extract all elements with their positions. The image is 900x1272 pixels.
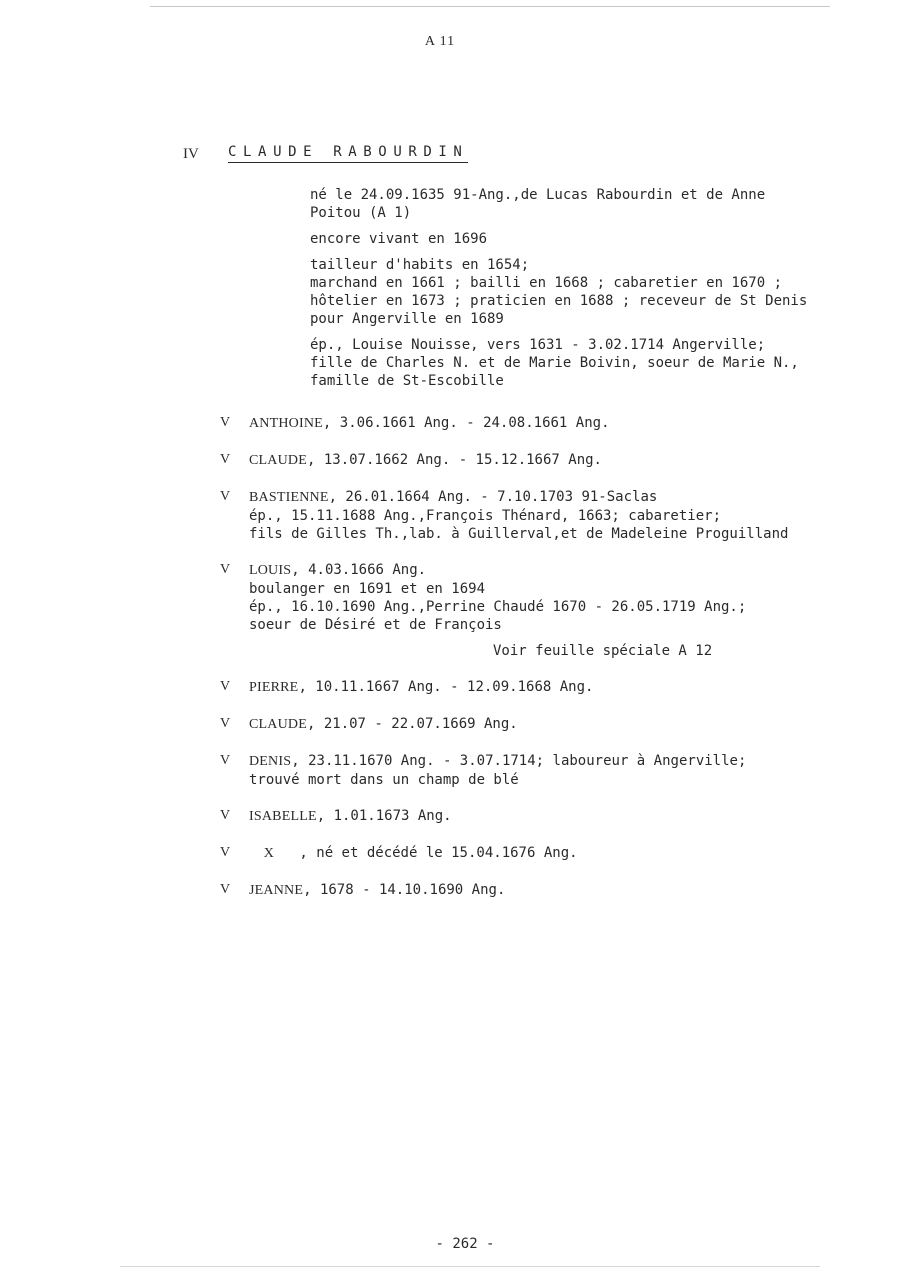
child-generation-marker: V bbox=[220, 452, 231, 467]
child-text: soeur de Désiré et de François bbox=[249, 617, 502, 633]
child-name: CLAUDE bbox=[249, 453, 307, 468]
child-text: , 4.03.1666 Ang. bbox=[291, 562, 427, 578]
child-generation-marker: V bbox=[220, 716, 231, 731]
detail-line: hôtelier en 1673 ; praticien en 1688 ; receveur de St Denis bbox=[310, 293, 808, 309]
page-reference: A 11 bbox=[424, 34, 456, 49]
child-text: ép., 15.11.1688 Ang.,François Thénard, 1663; cabaretier; bbox=[249, 508, 722, 524]
detail-line: pour Angerville en 1689 bbox=[310, 311, 504, 327]
child-name: ANTHOINE bbox=[249, 416, 323, 431]
child-generation-marker: V bbox=[220, 489, 231, 504]
child-text: ép., 16.10.1690 Ang.,Perrine Chaudé 1670 - 26.05.1719 Ang.; bbox=[249, 599, 747, 615]
child-text: , 1.01.1673 Ang. bbox=[316, 808, 452, 824]
child-line bbox=[249, 525, 880, 543]
child-text: , 23.11.1670 Ang. - 3.07.1714; laboureur à Angerville; bbox=[291, 753, 747, 769]
child-entry bbox=[220, 752, 880, 789]
child-line bbox=[249, 488, 880, 507]
child-text: boulanger en 1691 et en 1694 bbox=[249, 581, 486, 597]
child-line bbox=[249, 561, 880, 580]
child-entry bbox=[220, 488, 880, 543]
detail-line: né le 24.09.1635 91-Ang.,de Lucas Rabourdin et de Anne bbox=[310, 187, 766, 203]
child-generation-marker: V bbox=[220, 562, 231, 577]
child-line bbox=[249, 715, 880, 734]
generation-marker: IV bbox=[183, 146, 199, 162]
detail-paragraph bbox=[310, 336, 870, 390]
page-number: - 262 - bbox=[435, 1236, 495, 1252]
child-line bbox=[249, 598, 880, 616]
detail-paragraph bbox=[310, 230, 870, 248]
child-line bbox=[249, 807, 880, 826]
detail-line: ép., Louise Nouisse, vers 1631 - 3.02.1714 Angerville; bbox=[310, 337, 766, 353]
detail-line: famille de St-Escobille bbox=[310, 373, 504, 389]
top-rule bbox=[150, 6, 830, 7]
children-list bbox=[220, 414, 880, 918]
child-name: DENIS bbox=[249, 754, 292, 769]
child-text: , 3.06.1661 Ang. - 24.08.1661 Ang. bbox=[322, 415, 610, 431]
child-name: CLAUDE bbox=[249, 717, 307, 732]
child-generation-marker: V bbox=[220, 753, 231, 768]
detail-paragraph bbox=[310, 256, 870, 328]
child-text: , 26.01.1664 Ang. - 7.10.1703 91-Saclas bbox=[328, 489, 658, 505]
child-entry bbox=[220, 844, 880, 863]
child-text: , né et décédé le 15.04.1676 Ang. bbox=[274, 845, 578, 861]
child-text: , 21.07 - 22.07.1669 Ang. bbox=[306, 716, 518, 732]
detail-line: tailleur d'habits en 1654; bbox=[310, 257, 530, 273]
child-entry bbox=[220, 807, 880, 826]
child-line bbox=[249, 507, 880, 525]
child-generation-marker: V bbox=[220, 845, 231, 860]
child-text: fils de Gilles Th.,lab. à Guillerval,et de Madeleine Proguilland bbox=[249, 526, 789, 542]
child-name: BASTIENNE bbox=[249, 490, 329, 505]
detail-line: fille de Charles N. et de Marie Boivin, soeur de Marie N., bbox=[310, 355, 799, 371]
detail-line: marchand en 1661 ; bailli en 1668 ; cabaretier en 1670 ; bbox=[310, 275, 783, 291]
head-person-name: CLAUDE RABOURDIN bbox=[228, 144, 468, 163]
child-generation-marker: V bbox=[220, 882, 231, 897]
child-line bbox=[249, 678, 880, 697]
detail-line: Poitou (A 1) bbox=[310, 205, 412, 221]
child-entry bbox=[220, 451, 880, 470]
child-line bbox=[249, 451, 880, 470]
child-text: , 1678 - 14.10.1690 Ang. bbox=[303, 882, 506, 898]
head-person-details bbox=[310, 186, 870, 398]
detail-paragraph bbox=[310, 186, 870, 222]
child-entry bbox=[220, 881, 880, 900]
child-entry bbox=[220, 414, 880, 433]
child-text: trouvé mort dans un champ de blé bbox=[249, 772, 519, 788]
child-line bbox=[249, 616, 880, 634]
child-line bbox=[249, 414, 880, 433]
child-line bbox=[249, 881, 880, 900]
child-generation-marker: V bbox=[220, 415, 231, 430]
child-line bbox=[249, 771, 880, 789]
child-name: LOUIS bbox=[249, 563, 292, 578]
child-text: , 10.11.1667 Ang. - 12.09.1668 Ang. bbox=[298, 679, 594, 695]
child-entry bbox=[220, 561, 880, 660]
child-name: X bbox=[249, 846, 275, 861]
child-entry bbox=[220, 715, 880, 734]
child-name: ISABELLE bbox=[249, 809, 317, 824]
child-name: JEANNE bbox=[249, 883, 304, 898]
child-line bbox=[249, 580, 880, 598]
child-line bbox=[249, 752, 880, 771]
child-name: PIERRE bbox=[249, 680, 299, 695]
see-also-reference: Voir feuille spéciale A 12 bbox=[493, 643, 713, 659]
child-generation-marker: V bbox=[220, 679, 231, 694]
detail-line: encore vivant en 1696 bbox=[310, 231, 488, 247]
child-text: , 13.07.1662 Ang. - 15.12.1667 Ang. bbox=[306, 452, 602, 468]
child-entry bbox=[220, 678, 880, 697]
bottom-rule bbox=[120, 1266, 820, 1267]
child-generation-marker: V bbox=[220, 808, 231, 823]
child-line bbox=[249, 844, 880, 863]
